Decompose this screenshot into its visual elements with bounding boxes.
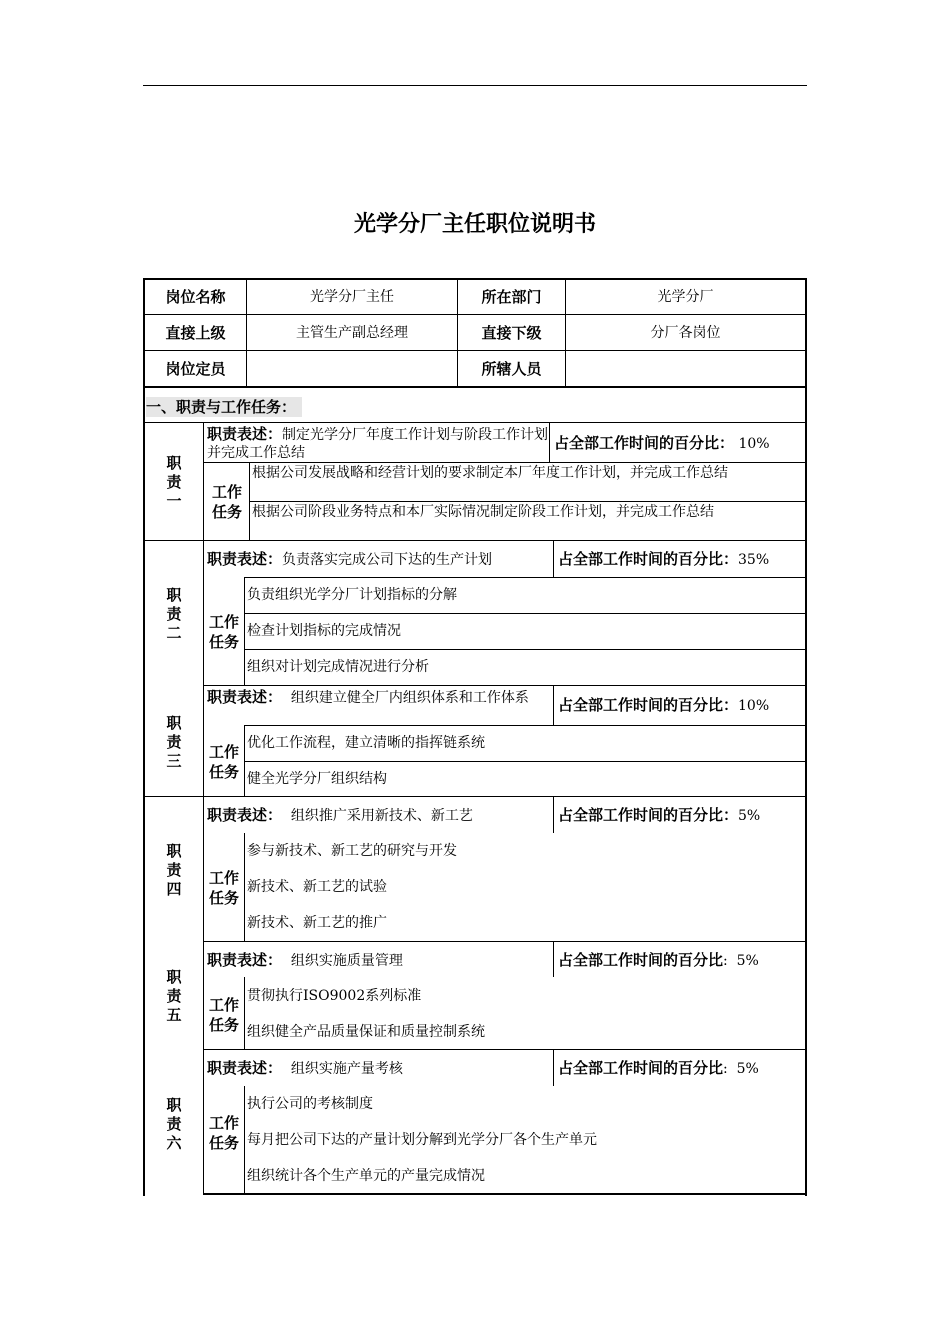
- duty-2-tasks-label: 工作任务: [208, 613, 239, 651]
- duty-4-task-2: 新技术、新工艺的试验: [247, 879, 387, 895]
- section-heading-duties: 一、职责与工作任务：: [146, 397, 302, 417]
- duty-6-time-share: 占全部工作时间的百分比: 5%: [558, 1059, 759, 1077]
- department-value: 光学分厂: [657, 289, 714, 305]
- duty-4-tasks-label: 工作任务: [208, 869, 239, 907]
- duty-1-task-2: 根据公司阶段业务特点和本厂实际情况制定阶段工作计划，并完成工作总结: [252, 504, 714, 520]
- superior-value: 主管生产副总经理: [296, 325, 408, 341]
- duty-3-tasks-label: 工作任务: [208, 743, 239, 781]
- duty-3-label: 职责三: [166, 714, 182, 770]
- duty-2-task-3: 组织对计划完成情况进行分析: [247, 659, 429, 675]
- duty-6-task-3: 组织统计各个生产单元的产量完成情况: [247, 1168, 485, 1184]
- duty-5-label: 职责五: [166, 968, 182, 1024]
- duty-4-description: 职责表述： 组织推广采用新技术、新工艺: [207, 806, 473, 824]
- duty-2-label: 职责二: [166, 586, 182, 642]
- duty-5-description: 职责表述： 组织实施质量管理: [207, 951, 403, 969]
- duty-5-task-1: 贯彻执行ISO9002系列标准: [247, 988, 422, 1004]
- managed-staff-label: 所辖人员: [481, 360, 542, 378]
- duty-4-task-3: 新技术、新工艺的推广: [247, 915, 387, 931]
- header-rule: [143, 85, 807, 86]
- duty-6-label: 职责六: [166, 1096, 182, 1152]
- duty-6-description: 职责表述： 组织实施产量考核: [207, 1059, 403, 1077]
- duty-5-tasks-label: 工作任务: [208, 996, 239, 1034]
- duty-1-description: 职责表述：制定光学分厂年度工作计划与阶段工作计划并完成工作总结: [207, 425, 549, 461]
- duty-3-description: 职责表述： 组织建立健全厂内组织体系和工作体系: [207, 688, 529, 706]
- duty-4-label: 职责四: [166, 842, 182, 898]
- duty-4-time-share: 占全部工作时间的百分比：5%: [558, 806, 761, 824]
- department-label: 所在部门: [481, 288, 542, 306]
- superior-label: 直接上级: [165, 324, 226, 342]
- duty-2-description: 职责表述：负责落实完成公司下达的生产计划: [207, 550, 493, 568]
- duty-2-task-2: 检查计划指标的完成情况: [247, 623, 401, 639]
- duty-1-time-share: 占全部工作时间的百分比： 10%: [554, 434, 770, 452]
- duty-4-task-1: 参与新技术、新工艺的研究与开发: [247, 843, 457, 859]
- duty-2-task-1: 负责组织光学分厂计划指标的分解: [247, 587, 457, 603]
- duty-3-task-1: 优化工作流程，建立清晰的指挥链系统: [247, 735, 485, 751]
- duty-2-time-share: 占全部工作时间的百分比：35%: [558, 550, 770, 568]
- duty-1-tasks-label: 工作任务: [211, 483, 242, 521]
- duty-6-task-1: 执行公司的考核制度: [247, 1096, 373, 1112]
- duty-3-task-2: 健全光学分厂组织结构: [247, 771, 387, 787]
- duty-5-task-2: 组织健全产品质量保证和质量控制系统: [247, 1024, 485, 1040]
- subordinate-label: 直接下级: [481, 324, 542, 342]
- duty-1-task-1: 根据公司发展战略和经营计划的要求制定本厂年度工作计划，并完成工作总结: [252, 465, 728, 481]
- duty-5-time-share: 占全部工作时间的百分比: 5%: [558, 951, 759, 969]
- headcount-label: 岗位定员: [165, 360, 226, 378]
- position-name-value: 光学分厂主任: [310, 289, 394, 305]
- duty-1-label: 职责一: [166, 454, 182, 510]
- duty-6-tasks-label: 工作任务: [208, 1114, 239, 1152]
- duty-6-task-2: 每月把公司下达的产量计划分解到光学分厂各个生产单元: [247, 1132, 597, 1148]
- position-name-label: 岗位名称: [165, 288, 226, 306]
- subordinate-value: 分厂各岗位: [650, 325, 721, 341]
- duty-3-time-share: 占全部工作时间的百分比：10%: [558, 696, 770, 714]
- document-title: 光学分厂主任职位说明书: [353, 212, 596, 237]
